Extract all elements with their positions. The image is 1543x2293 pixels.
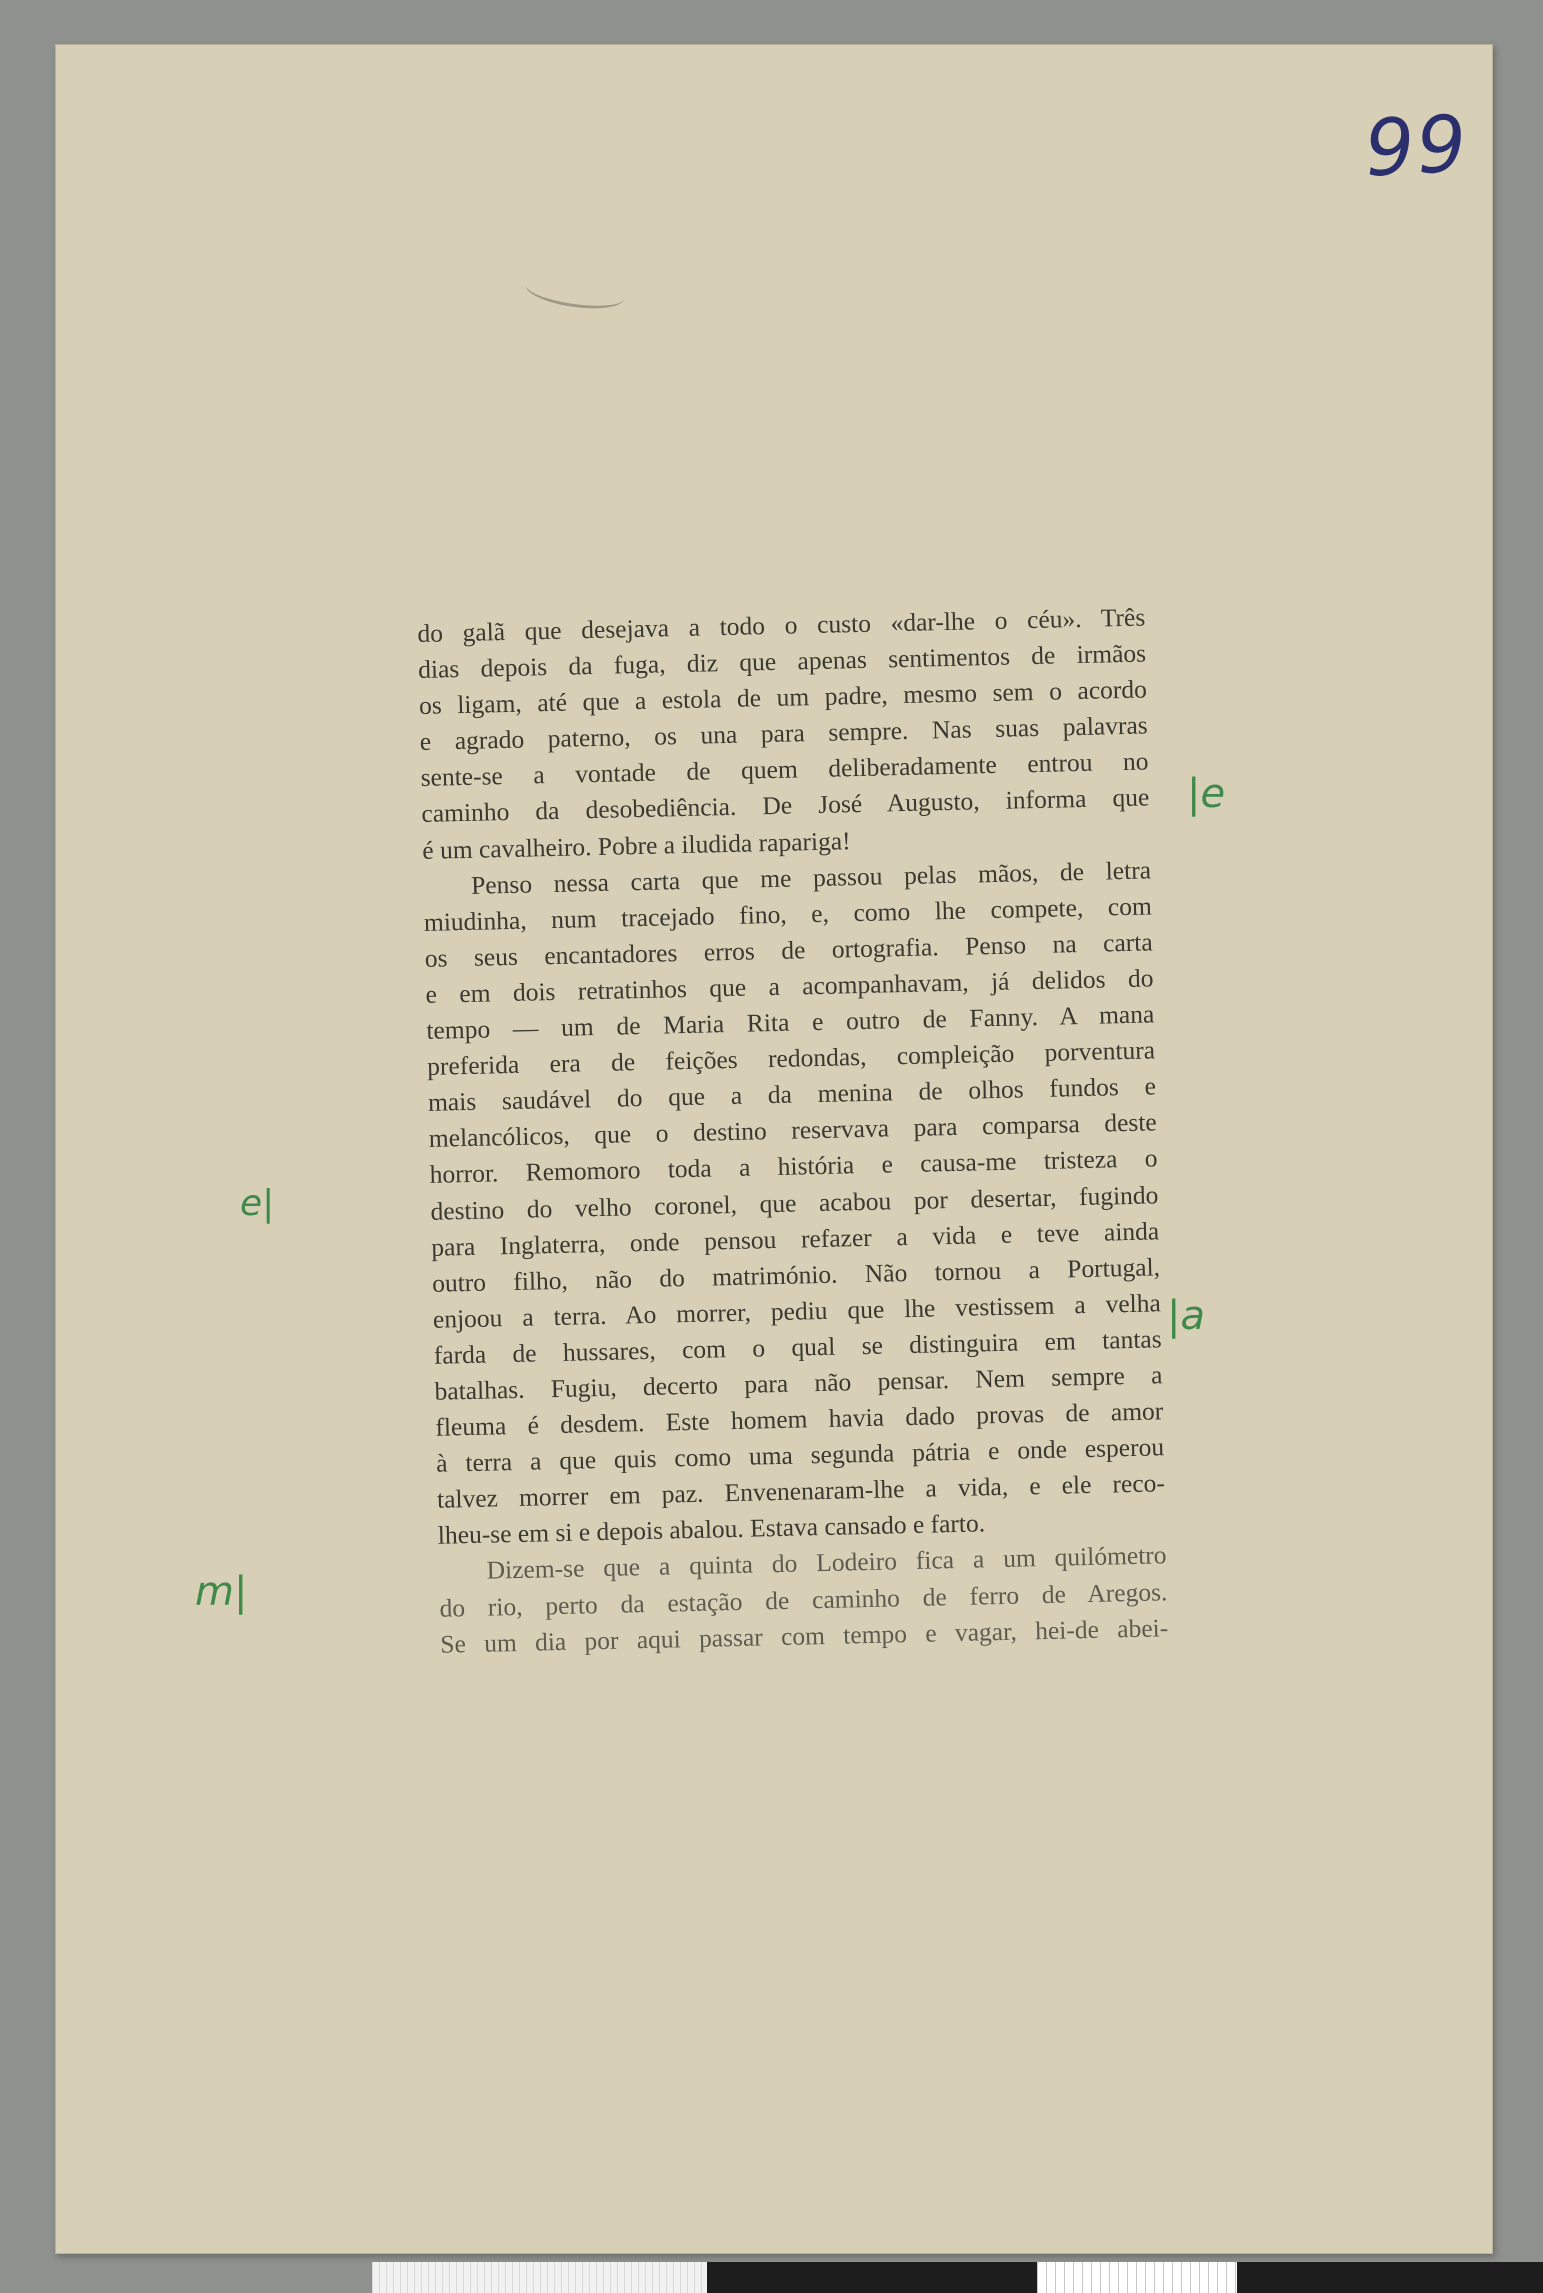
text-line: melancólicos, que o destino reservava para comparsa deste [428, 1107, 1158, 1154]
text-line: do rio, perto da estação de caminho de ferro de Aregos. [439, 1576, 1168, 1623]
text-line: talvez morrer em paz. Envenenaram-lhe a vida, e ele reco- [436, 1468, 1166, 1515]
text-line: farda de hussares, com o qual se distinguira em tantas [433, 1324, 1162, 1370]
margin-correction-mark: |a [1167, 1293, 1205, 1339]
ruler-segment [372, 2262, 707, 2293]
document-page [55, 44, 1493, 2254]
margin-correction-mark: |e [1187, 771, 1226, 817]
text-line: dias depois da fuga, diz que apenas sentimentos de irmãos [417, 638, 1147, 685]
text-line: do galã que desejava a todo o custo «dar-lhe o céu». Três [417, 602, 1146, 648]
text-line: é um cavalheiro. Pobre a iludida rapariga! [421, 825, 851, 865]
text-line: para Inglaterra, onde pensou refazer a vida e teve ainda [430, 1215, 1160, 1262]
text-line: mais saudável do que a da menina de olhos fundos e [427, 1071, 1157, 1118]
text-line: à terra a que quis como uma segunda pátria e onde esperou [435, 1432, 1165, 1478]
body-text [417, 599, 1169, 1662]
scan-color-ruler [372, 2262, 1543, 2293]
text-line: destino do velho coronel, que acabou por desertar, fugindo [430, 1179, 1159, 1226]
ink-smudge [523, 269, 626, 314]
text-line: e agrado paterno, os una para sempre. Nas suas palavras [419, 710, 1148, 757]
text-line: os ligam, até que a estola de um padre, mesmo sem o acordo [418, 674, 1148, 721]
ruler-segment [707, 2262, 1037, 2293]
text-line: Se um dia por aqui passar com tempo e vagar, hei-de abei- [439, 1612, 1169, 1659]
page-number: 99 [1362, 99, 1471, 195]
margin-correction-mark: m| [195, 1569, 248, 1615]
text-line: sente-se a vontade de quem deliberadamente entrou no [420, 746, 1149, 793]
text-line: e em dois retratinhos que a acompanhavam, já delidos do [425, 963, 1154, 1009]
text-line: outro filho, não do matrimónio. Não tornou a Portugal, [431, 1252, 1161, 1298]
text-line: horror. Remomoro toda a história e causa-me tristeza o [429, 1143, 1158, 1190]
text-line: batalhas. Fugiu, decerto para não pensar. Nem sempre a [434, 1360, 1163, 1406]
text-line: caminho da desobediência. De José Augusto, informa que [421, 782, 1150, 829]
margin-correction-mark: e| [240, 1183, 275, 1224]
text-line: fleuma é desdem. Este homem havia dado provas de amor [435, 1396, 1164, 1442]
text-line: Dizem-se que a quinta do Lodeiro fica a um quilómetro [486, 1540, 1167, 1586]
ruler-segment [1237, 2262, 1543, 2293]
text-line: preferida era de feições redondas, compleição porventura [426, 1035, 1156, 1082]
text-line: lheu-se em si e depois abalou. Estava cansado e farto. [437, 1508, 986, 1551]
text-line: miudinha, num tracejado fino, e, como lhe compete, com [423, 891, 1153, 937]
text-line: enjoou a terra. Ao morrer, pediu que lhe vestissem a velha [432, 1288, 1162, 1334]
text-line: Penso nessa carta que me passou pelas mãos, de letra [470, 855, 1152, 900]
ruler-segment [1037, 2262, 1237, 2293]
text-line: os seus encantadores erros de ortografia. Penso na carta [424, 927, 1153, 973]
text-line: tempo — um de Maria Rita e outro de Fanny. A mana [426, 999, 1155, 1045]
